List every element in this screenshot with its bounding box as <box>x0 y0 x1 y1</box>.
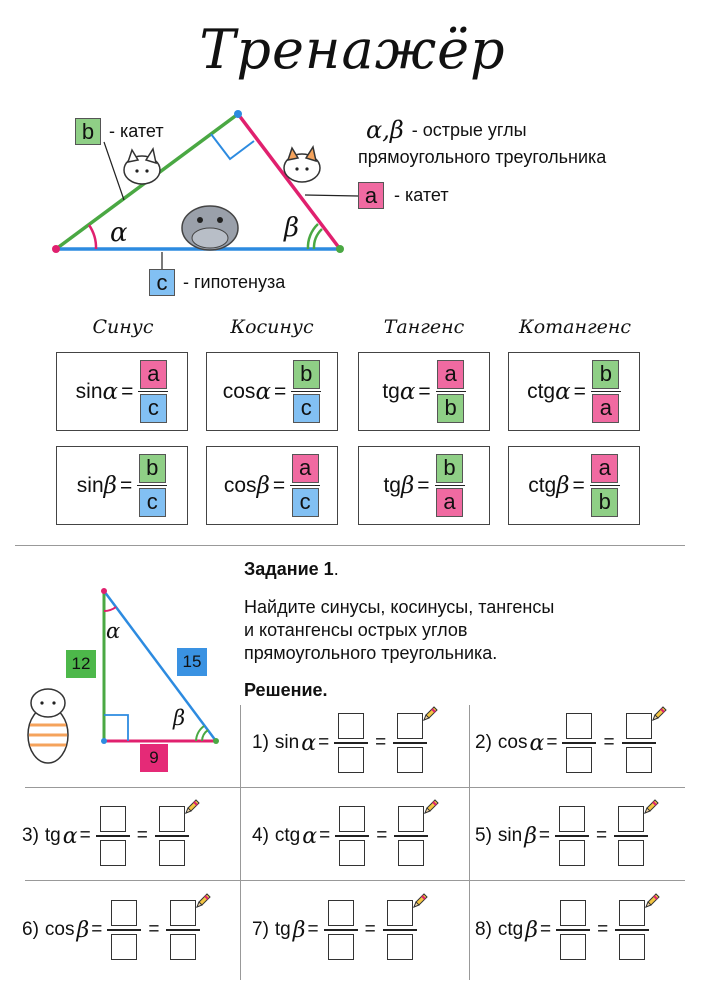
angle-symbol: α <box>62 823 78 849</box>
header-tangent: Тангенс <box>383 316 465 338</box>
fraction <box>436 360 466 424</box>
angle-symbol: α <box>529 730 545 756</box>
answer-numerator-input[interactable] <box>619 900 645 926</box>
task-text-line-1: Найдите синусы, косинусы, тангенсы <box>244 597 555 617</box>
angles-text-2: прямоугольного треугольника <box>358 147 607 167</box>
header-sine: Синус <box>92 316 154 338</box>
angles-text-1: - острые углы <box>411 119 527 140</box>
fn-name: ctg <box>497 919 524 940</box>
legend-c-text: - гипотенуза <box>183 272 286 292</box>
cat-right-illustration <box>284 147 320 182</box>
alpha-arc <box>89 225 96 249</box>
answer-numerator-input[interactable] <box>559 806 585 832</box>
answer-denominator-input[interactable] <box>338 747 364 773</box>
answer-fraction <box>393 713 427 773</box>
numerator-box: b <box>592 360 619 389</box>
fn-name: sin <box>75 379 103 403</box>
pencil-icon <box>422 798 440 816</box>
fn-name: tg <box>383 473 401 497</box>
grid-divider-h2 <box>25 880 685 881</box>
answer-fraction <box>615 900 649 960</box>
angles-symbols: α,β <box>366 116 404 144</box>
fraction <box>591 360 621 424</box>
answer-numerator-input[interactable] <box>170 900 196 926</box>
pencil-icon <box>650 705 668 723</box>
answer-numerator-input[interactable] <box>111 900 137 926</box>
task-triangle-diagram <box>18 585 228 780</box>
fn-name: tg <box>44 825 61 846</box>
formula-card: cos α = $\frac{b}{c}$ <box>206 352 338 431</box>
exercise-number: 2) <box>475 732 492 753</box>
task-text-line-2: и котангенсы острых углов <box>244 620 468 640</box>
answer-denominator-input[interactable] <box>170 934 196 960</box>
answer-fraction <box>155 806 189 866</box>
grid-divider-h1 <box>25 787 685 788</box>
denominator-box: b <box>591 488 618 517</box>
legend-b-text: - катет <box>109 121 164 141</box>
answer-denominator-input[interactable] <box>626 747 652 773</box>
pencil-icon <box>194 892 212 910</box>
cat-striped-illustration <box>28 689 68 763</box>
pencil-icon <box>421 705 439 723</box>
answer-numerator-input[interactable] <box>626 713 652 739</box>
denominator-box: b <box>437 394 464 423</box>
letter-a-box: a <box>358 182 384 209</box>
answer-denominator-input[interactable] <box>618 840 644 866</box>
answer-numerator-input[interactable] <box>560 900 586 926</box>
angle-symbol: β <box>400 472 415 499</box>
angle-symbol: β <box>256 472 270 499</box>
fn-name: tg <box>382 379 400 403</box>
exercise-3: 3) tg α = = <box>22 803 192 869</box>
grid-divider-v2 <box>469 705 470 980</box>
exercise-number: 1) <box>252 732 269 753</box>
page-title: Тренажёр <box>199 18 506 81</box>
formula-card: tg β = $\frac{b}{a}$ <box>358 446 490 525</box>
answer-fraction <box>383 900 417 960</box>
pencil-icon <box>642 798 660 816</box>
formula-card: tg α = $\frac{a}{b}$ <box>358 352 490 431</box>
exercise-7: 7) tg β = = <box>252 897 420 963</box>
exercise-8: 8) ctg β = = <box>475 897 652 963</box>
answer-numerator-input[interactable] <box>159 806 185 832</box>
task-text-line-3: прямоугольного треугольника. <box>244 643 498 663</box>
exercise-number: 8) <box>475 919 492 940</box>
denominator-box: a <box>592 394 619 423</box>
angle-symbol: α <box>555 378 571 405</box>
fn-name: tg <box>274 919 291 940</box>
fn-name: ctg <box>528 473 557 497</box>
numerator-box: b <box>139 454 166 483</box>
answer-fraction <box>107 900 141 960</box>
angle-symbol: β <box>525 917 538 943</box>
answer-numerator-input[interactable] <box>338 713 364 739</box>
pencil-icon <box>643 892 661 910</box>
legend-angles <box>366 116 527 144</box>
letter-b-box: b <box>75 118 101 145</box>
fn-name: ctg <box>527 379 556 403</box>
denominator-box: a <box>436 488 463 517</box>
alpha-label: α <box>110 218 128 248</box>
grid-divider-v1 <box>240 705 241 980</box>
fn-name: sin <box>274 732 300 753</box>
answer-denominator-input[interactable] <box>387 934 413 960</box>
exercise-6: 6) cos β = = <box>22 897 203 963</box>
answer-fraction <box>622 713 656 773</box>
pencil-icon <box>183 798 201 816</box>
exercise-number: 3) <box>22 825 39 846</box>
answer-denominator-input[interactable] <box>111 934 137 960</box>
fn-name: ctg <box>274 825 301 846</box>
fn-name: sin <box>76 473 104 497</box>
angle-symbol: α <box>102 378 119 405</box>
angle-symbol: α <box>255 378 271 405</box>
exercise-number: 5) <box>475 825 492 846</box>
pencil-icon <box>411 892 429 910</box>
side-12-badge: 12 <box>66 650 96 678</box>
answer-fraction <box>562 713 596 773</box>
task-beta-label: β <box>173 706 186 730</box>
task-alpha-label: α <box>106 619 121 643</box>
answer-fraction <box>555 806 589 866</box>
fraction <box>590 454 620 518</box>
angle-symbol: β <box>103 472 117 499</box>
legend-c <box>149 269 285 296</box>
formula-card: sin β = $\frac{b}{c}$ <box>56 446 188 525</box>
answer-numerator-input[interactable] <box>398 806 424 832</box>
numerator-box: a <box>437 360 464 389</box>
answer-fraction <box>334 713 368 773</box>
fraction <box>291 360 321 424</box>
answer-numerator-input[interactable] <box>618 806 644 832</box>
exercise-5: 5) sin β = = <box>475 803 651 869</box>
angle-symbol: α <box>302 823 318 849</box>
exercise-number: 6) <box>22 919 39 940</box>
fn-name: cos <box>223 473 257 497</box>
legend-b <box>75 118 164 145</box>
exercise-2: 2) cos α = = <box>475 710 659 776</box>
answer-numerator-input[interactable] <box>397 713 423 739</box>
exercise-number: 7) <box>252 919 269 940</box>
fraction <box>138 360 168 424</box>
answer-numerator-input[interactable] <box>387 900 413 926</box>
angle-symbol: α <box>301 730 317 756</box>
denominator-box: c <box>293 394 320 423</box>
beta-label: β <box>284 213 300 243</box>
hippo-illustration <box>182 206 238 250</box>
fn-name: cos <box>44 919 75 940</box>
answer-fraction <box>324 900 358 960</box>
answer-numerator-input[interactable] <box>328 900 354 926</box>
answer-fraction <box>556 900 590 960</box>
header-cosine: Косинус <box>230 316 314 338</box>
formula-card: ctg β = $\frac{a}{b}$ <box>508 446 640 525</box>
angle-symbol: β <box>76 917 90 943</box>
answer-fraction <box>614 806 648 866</box>
fn-name: cos <box>497 732 528 753</box>
denominator-box: c <box>139 488 166 517</box>
answer-denominator-input[interactable] <box>566 747 592 773</box>
fraction <box>137 454 167 518</box>
formula-card: ctg α = $\frac{b}{a}$ <box>508 352 640 431</box>
angle-symbol: β <box>524 823 537 849</box>
answer-denominator-input[interactable] <box>397 747 423 773</box>
fraction <box>290 454 320 518</box>
answer-numerator-input[interactable] <box>339 806 365 832</box>
answer-fraction <box>335 806 369 866</box>
answer-denominator-input[interactable] <box>398 840 424 866</box>
section-divider <box>15 545 685 546</box>
answer-numerator-input[interactable] <box>100 806 126 832</box>
angle-symbol: α <box>399 378 416 405</box>
legend-a <box>358 182 449 209</box>
numerator-box: a <box>140 360 167 389</box>
answer-denominator-input[interactable] <box>339 840 365 866</box>
answer-denominator-input[interactable] <box>328 934 354 960</box>
fn-name: sin <box>497 825 523 846</box>
side-9-badge: 9 <box>140 744 168 772</box>
denominator-box: c <box>292 488 319 517</box>
side-15-badge: 15 <box>177 648 207 676</box>
solution-label: Решение. <box>244 680 328 700</box>
denominator-box: c <box>140 394 167 423</box>
task-heading: Задание 1. <box>244 559 339 579</box>
legend-a-text: - катет <box>394 185 449 205</box>
answer-denominator-input[interactable] <box>560 934 586 960</box>
answer-fraction <box>166 900 200 960</box>
cat-left-illustration <box>124 149 160 184</box>
answer-fraction <box>394 806 428 866</box>
answer-denominator-input[interactable] <box>100 840 126 866</box>
answer-fraction <box>96 806 130 866</box>
header-cotangent: Котангенс <box>518 316 631 338</box>
letter-c-box: c <box>149 269 175 296</box>
fraction <box>435 454 465 518</box>
answer-denominator-input[interactable] <box>159 840 185 866</box>
numerator-box: a <box>591 454 618 483</box>
answer-denominator-input[interactable] <box>619 934 645 960</box>
answer-numerator-input[interactable] <box>566 713 592 739</box>
exercise-number: 4) <box>252 825 269 846</box>
formula-card: cos β = $\frac{a}{c}$ <box>206 446 338 525</box>
exercise-4: 4) ctg α = = <box>252 803 431 869</box>
fn-name: cos <box>222 379 256 403</box>
right-angle-mark <box>211 134 254 159</box>
formula-card: sin α = $\frac{a}{c}$ <box>56 352 188 431</box>
angle-symbol: β <box>556 472 570 499</box>
exercise-1: 1) sin α = = <box>252 710 430 776</box>
numerator-box: a <box>292 454 319 483</box>
numerator-box: b <box>436 454 463 483</box>
answer-denominator-input[interactable] <box>559 840 585 866</box>
numerator-box: b <box>293 360 320 389</box>
angle-symbol: β <box>292 917 306 943</box>
